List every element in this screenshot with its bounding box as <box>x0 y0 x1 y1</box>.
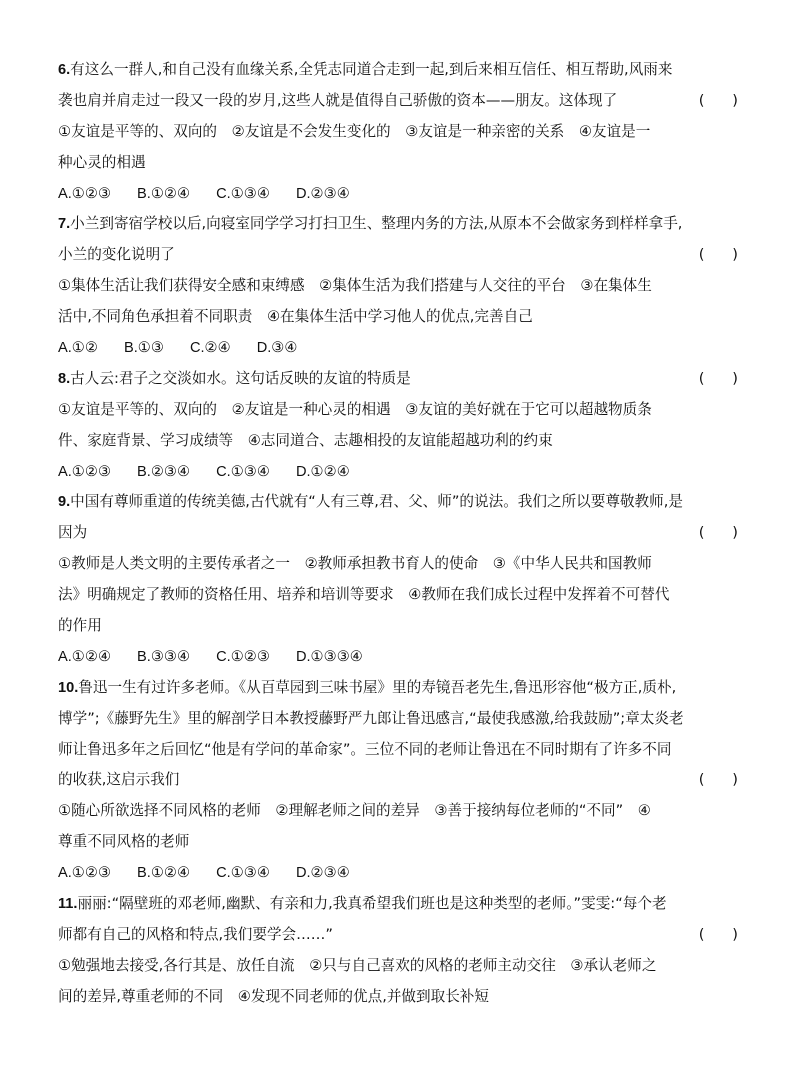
question-stem-text: 古人云:君子之交淡如水。这句话反映的友谊的特质是 <box>70 369 411 387</box>
choice-option[interactable]: A.①② <box>58 340 98 357</box>
choice-options <box>58 457 740 488</box>
statement-line: 间的差异,尊重老师的不同 ④发现不同老师的优点,并做到取长补短 <box>58 987 489 1005</box>
choice-option[interactable]: B.①③ <box>123 340 164 357</box>
choice-options <box>58 333 740 364</box>
question-stem-line <box>58 889 740 920</box>
question-stem-line <box>58 920 740 951</box>
choice-option[interactable]: C.①③④ <box>216 185 270 202</box>
question-stem-line <box>58 364 740 395</box>
choice-option[interactable]: A.①②③ <box>58 865 112 882</box>
question-stem-text: 小兰到寄宿学校以后,向寝室同学学习打扫卫生、整理内务的方法,从原本不会做家务到样样拿手, <box>70 215 683 233</box>
question-stem-line <box>58 209 740 240</box>
question-block <box>58 55 740 209</box>
question-stem-line <box>58 704 740 735</box>
statement-line: ①集体生活让我们获得安全感和束缚感 ②集体生活为我们搭建与人交往的平台 ③在集体生 <box>58 277 652 295</box>
question-block <box>58 673 740 889</box>
choice-options <box>58 179 740 210</box>
question-number: 9. <box>58 494 71 511</box>
question-stem-line <box>58 518 740 549</box>
question-stem-line <box>58 487 740 518</box>
question-number: 8. <box>58 370 71 387</box>
choice-option[interactable]: C.①③④ <box>216 463 270 480</box>
answer-blank[interactable]: ( ) <box>698 246 738 264</box>
choice-option[interactable]: B.②③④ <box>137 463 191 480</box>
answer-blank[interactable]: ( ) <box>698 91 738 109</box>
answer-blank[interactable]: ( ) <box>698 925 738 943</box>
statement-line: ①勉强地去接受,各行其是、放任自流 ②只与自己喜欢的风格的老师主动交往 ③承认老师之 <box>58 956 657 974</box>
choice-option[interactable]: D.②③④ <box>295 185 350 202</box>
choice-options <box>58 642 740 673</box>
question-stem-text: 中国有尊师重道的传统美德,古代就有“人有三尊,君、父、师”的说法。我们之所以要尊敬教师,是 <box>70 493 683 511</box>
statement-line: ①随心所欲选择不同风格的老师 ②理解老师之间的差异 ③善于接纳每位老师的“不同” ④ <box>58 802 651 820</box>
question-stem-line <box>58 86 740 117</box>
question-stem-text: 因为 <box>58 524 88 542</box>
choice-option[interactable]: D.③④ <box>256 340 298 357</box>
question-number: 6. <box>58 62 71 78</box>
question-block <box>58 364 740 488</box>
choice-option[interactable]: B.①②④ <box>137 185 191 202</box>
statement-line: 件、家庭背景、学习成绩等 ④志同道合、志趣相投的友谊能超越功利的约束 <box>58 431 553 449</box>
choice-option[interactable]: D.①③③④ <box>295 648 363 665</box>
question-stem-line <box>58 735 740 766</box>
choice-option[interactable]: D.①②④ <box>295 463 350 480</box>
question-stem-text: 丽丽:“隔壁班的邓老师,幽默、有亲和力,我真希望我们班也是这种类型的老师。”雯雯:“每个老 <box>77 895 667 913</box>
statement-line: 法》明确规定了教师的资格任用、培养和培训等要求 ④教师在我们成长过程中发挥着不可替代 <box>58 586 670 604</box>
question-stem-text: 有这么一群人,和自己没有血缘关系,全凭志同道合走到一起,到后来相互信任、相互帮助,风雨来 <box>70 61 673 78</box>
question-stem-text: 小兰的变化说明了 <box>58 246 175 264</box>
question-block <box>58 889 740 1013</box>
question-stem-line <box>58 765 740 796</box>
question-block <box>58 487 740 672</box>
choice-option[interactable]: A.①②④ <box>58 648 112 665</box>
choice-options <box>58 858 740 889</box>
statement-line: 种心灵的相遇 <box>58 153 146 171</box>
question-block <box>58 209 740 363</box>
question-stem-text: 师都有自己的风格和特点,我们要学会……” <box>58 925 333 943</box>
question-stem-line <box>58 55 740 86</box>
statement-line: ①友谊是平等的、双向的 ②友谊是一种心灵的相遇 ③友谊的美好就在于它可以超越物质条 <box>58 400 652 418</box>
question-stem-text: 师让鲁迅多年之后回忆“他是有学问的革命家”。三位不同的老师让鲁迅在不同时期有了许多不同 <box>58 740 672 758</box>
question-stem-line <box>58 673 740 704</box>
question-number: 7. <box>58 216 71 233</box>
choice-option[interactable]: B.①②④ <box>137 865 191 882</box>
statement-line: ①友谊是平等的、双向的 ②友谊是不会发生变化的 ③友谊是一种亲密的关系 ④友谊是一 <box>58 122 651 140</box>
question-stem-text: 博学”;《藤野先生》里的解剖学日本教授藤野严九郎让鲁迅感言,“最使我感激,给我鼓励”;章太炎老 <box>58 709 684 727</box>
answer-blank[interactable]: ( ) <box>698 369 738 387</box>
choice-option[interactable]: C.②④ <box>189 340 231 357</box>
choice-option[interactable]: B.③③④ <box>137 648 191 665</box>
choice-option[interactable]: A.①②③ <box>58 463 112 480</box>
question-stem-text: 鲁迅一生有过许多老师。《从百草园到三味书屋》里的寿镜吾老先生,鲁迅形容他“极方正,质朴, <box>78 678 677 696</box>
choice-option[interactable]: A.①②③ <box>58 185 112 202</box>
statement-line: 尊重不同风格的老师 <box>58 833 190 851</box>
statement-line: ①教师是人类文明的主要传承者之一 ②教师承担教书育人的使命 ③《中华人民共和国教师 <box>58 555 652 573</box>
statement-line: 的作用 <box>58 617 102 635</box>
question-number: 11. <box>58 896 78 913</box>
answer-blank[interactable]: ( ) <box>698 524 738 542</box>
statement-line: 活中,不同角色承担着不同职责 ④在集体生活中学习他人的优点,完善自己 <box>58 308 533 326</box>
choice-option[interactable]: C.①②③ <box>216 648 270 665</box>
question-stem-text: 袭也肩并肩走过一段又一段的岁月,这些人就是值得自己骄傲的资本——朋友。这体现了 <box>58 91 618 109</box>
choice-option[interactable]: D.②③④ <box>295 865 350 882</box>
question-stem-line <box>58 240 740 271</box>
choice-option[interactable]: C.①③④ <box>216 865 270 882</box>
question-stem-text: 的收获,这启示我们 <box>58 771 180 789</box>
exam-page <box>58 55 740 1013</box>
answer-blank[interactable]: ( ) <box>698 771 738 789</box>
question-number: 10. <box>58 679 79 696</box>
